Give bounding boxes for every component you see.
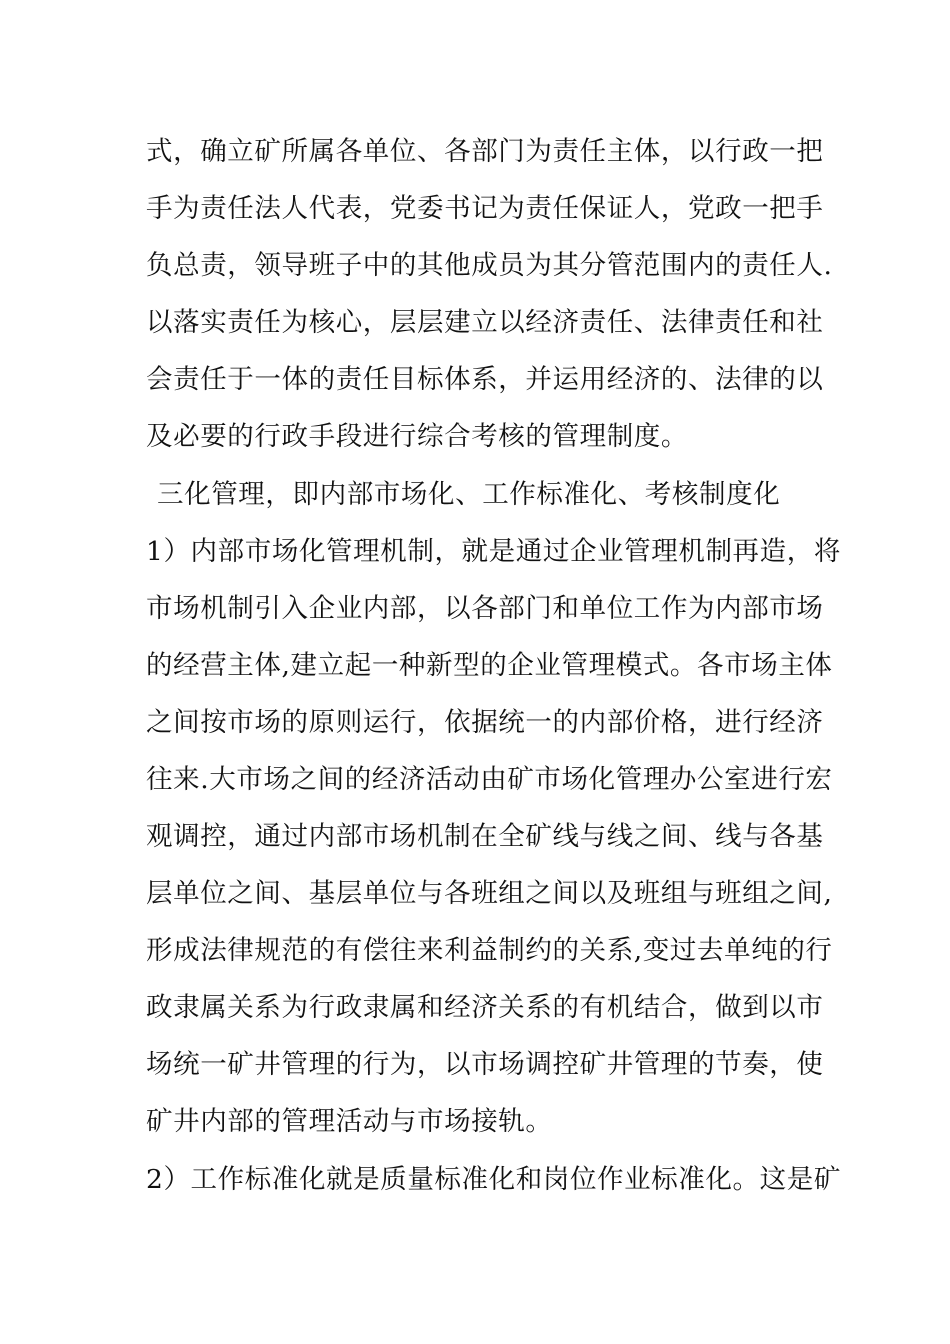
text-line: 及必要的行政手段进行综合考核的管理制度。 [146, 421, 688, 452]
text-line: 往来.大市场之间的经济活动由矿市场化管理办公室进行宏 [146, 764, 833, 795]
text-line: 式，确立矿所属各单位、各部门为责任主体，以行政一把 [146, 136, 824, 167]
text-line: 市场机制引入企业内部，以各部门和单位工作为内部市场 [146, 593, 824, 624]
text-line: 之间按市场的原则运行，依据统一的内部价格，进行经济 [146, 707, 824, 738]
text-line: 的经营主体,建立起一种新型的企业管理模式。各市场主体 [146, 650, 833, 681]
text-line: 观调控，通过内部市场机制在全矿线与线之间、线与各基 [146, 821, 824, 852]
text-line: 层单位之间、基层单位与各班组之间以及班组与班组之间, [146, 878, 833, 909]
text-line: 以落实责任为核心，层层建立以经济责任、法律责任和社 [146, 307, 824, 338]
text-line: 负总责，领导班子中的其他成员为其分管范围内的责任人. [146, 250, 833, 281]
section-heading: 三化管理，即内部市场化、工作标准化、考核制度化 [157, 479, 781, 510]
text-line: 形成法律规范的有偿往来利益制约的关系,变过去单纯的行 [146, 935, 833, 966]
text-line: 政隶属关系为行政隶属和经济关系的有机结合，做到以市 [146, 992, 824, 1023]
text-line: 1）内部市场化管理机制，就是通过企业管理机制再造，将 [146, 536, 841, 567]
text-line: 手为责任法人代表，党委书记为责任保证人，党政一把手 [146, 193, 824, 224]
text-line: 2）工作标准化就是质量标准化和岗位作业标准化。这是矿 [146, 1164, 841, 1195]
text-line: 场统一矿井管理的行为，以市场调控矿井管理的节奏，使 [146, 1049, 824, 1080]
text-line: 矿井内部的管理活动与市场接轨。 [146, 1106, 553, 1137]
text-line: 会责任于一体的责任目标体系，并运用经济的、法律的以 [146, 364, 824, 395]
